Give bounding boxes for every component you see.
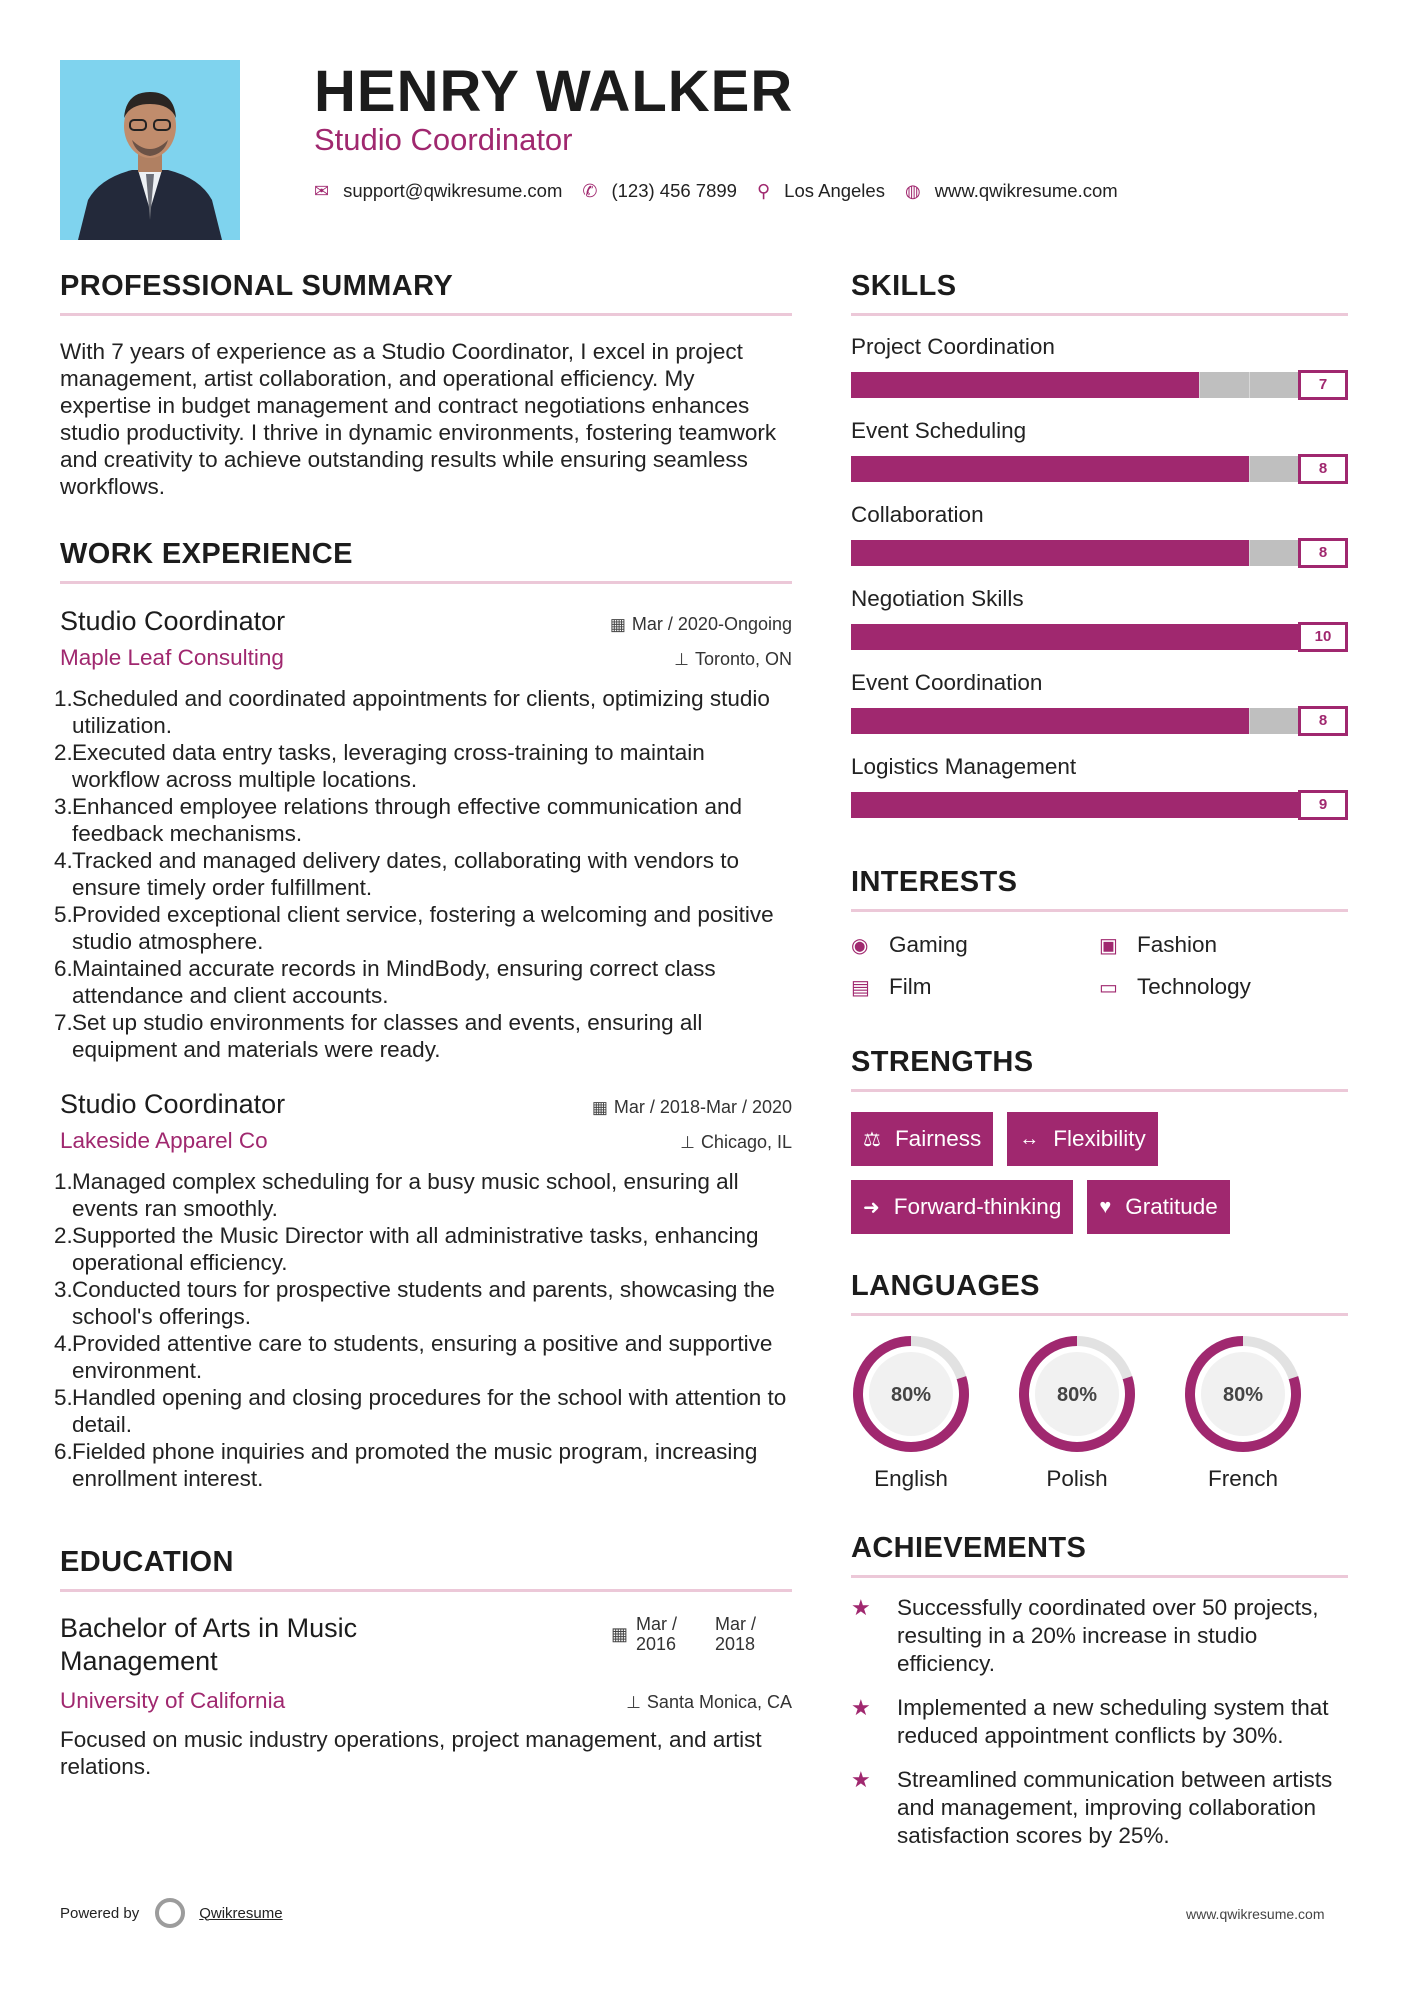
education-entry: [60, 1612, 792, 1780]
skill-segment-divider: [1199, 708, 1200, 734]
strength-chip: ➜ Forward-thinking: [851, 1180, 1073, 1234]
skill-segment-divider: [1149, 372, 1150, 398]
achievement-item: ★ Streamlined communication between artists and management, improving collaboration satisfaction scores by 25%.: [851, 1767, 1333, 1848]
language-percent: 80%: [1222, 1384, 1264, 1406]
list-item: 4. Provided attentive care to students, ensuring a positive and supportive environment.: [54, 1331, 773, 1383]
job-dates: Mar / 2018-Mar / 2020: [613, 1097, 792, 1117]
skill-segment-divider: [901, 372, 902, 398]
skill-value: 8: [1298, 538, 1348, 568]
phone-icon: ✆: [582, 180, 598, 201]
skill-segment-divider: [1149, 792, 1150, 818]
skill-segment-divider: [950, 624, 951, 650]
job-entry: [54, 606, 792, 1063]
skill-segment-divider: [1100, 372, 1101, 398]
skill-value: 8: [1298, 454, 1348, 484]
language-name: Polish: [1046, 1466, 1108, 1491]
powered-by-label: Powered by: [60, 1904, 140, 1922]
skill-segment-divider: [1199, 372, 1200, 398]
skill-segment-divider: [1000, 372, 1001, 398]
skill-segment-divider: [1000, 540, 1001, 566]
skill-value: 7: [1298, 370, 1348, 400]
summary-text: With 7 years of experience as a Studio Coordinator, I excel in project management, artist collaboration, and operational efficiency. My expertise in budget management and contract negotiations enhances studio productivity. I thrive in dynamic environments, fostering teamwork and creativity to achieve outstanding results while ensuring seamless workflows.: [60, 339, 777, 499]
list-item: 3. Conducted tours for prospective students and parents, showcasing the school's offerings.: [54, 1277, 775, 1329]
skill-segment-divider: [1149, 540, 1150, 566]
list-item: 1. Managed complex scheduling for a busy music school, ensuring all events ran smoothly.: [54, 1169, 739, 1221]
edu-end-year: 2018: [714, 1634, 756, 1654]
strength-chip: ↔ Flexibility: [1007, 1112, 1158, 1166]
language-ring: [1017, 1334, 1137, 1454]
skill-segment-divider: [1149, 456, 1150, 482]
achievements-heading: ACHIEVEMENTS: [851, 1532, 1348, 1578]
person-portrait-icon: [60, 60, 240, 240]
strengths-heading: STRENGTHS: [851, 1046, 1348, 1092]
skill-segment-divider: [901, 624, 902, 650]
interests-grid: [851, 932, 1348, 1000]
edu-start-month: Mar /: [635, 1614, 677, 1634]
globe-icon: ◍: [904, 180, 921, 201]
skill-segment-divider: [1199, 456, 1200, 482]
language-name: English: [874, 1466, 948, 1491]
edu-end-month: Mar /: [714, 1614, 756, 1634]
list-item: 1. Scheduled and coordinated appointments for clients, optimizing studio utilization.: [54, 686, 770, 738]
skill-bar: [851, 790, 1348, 820]
skill-segment-divider: [901, 792, 902, 818]
calendar-icon: ▦: [609, 615, 626, 634]
achievement-item: ★ Successfully coordinated over 50 projects, resulting in a 20% increase in studio efficiency.: [851, 1595, 1319, 1676]
list-item: 3. Enhanced employee relations through effective communication and feedback mechanisms.: [54, 794, 743, 846]
skill-segment-divider: [1249, 540, 1250, 566]
skill-segment-divider: [1050, 372, 1051, 398]
skill-bar: [851, 622, 1348, 652]
candidate-name: HENRY WALKER: [314, 59, 794, 124]
shopping-bag-icon: ▣: [1099, 934, 1118, 957]
strength-chip: ♥ Gratitude: [1087, 1180, 1229, 1234]
balance-scale-icon: ⚖: [863, 1128, 881, 1151]
skill-segment-divider: [1050, 708, 1051, 734]
left-column: [54, 270, 792, 1780]
list-item: 7. Set up studio environments for classes and events, ensuring all equipment and materials were ready.: [54, 1010, 703, 1062]
heart-icon: ♥: [1099, 1195, 1112, 1218]
skill-segment-divider: [1100, 624, 1101, 650]
skill-value: 8: [1298, 706, 1348, 736]
contact-website[interactable]: www.qwikresume.com: [934, 180, 1118, 201]
job-location: Toronto, ON: [694, 649, 792, 669]
language-ring: [1183, 1334, 1303, 1454]
film-icon: ▤: [851, 976, 870, 999]
interests-heading: INTERESTS: [851, 866, 1348, 912]
list-item: 6. Maintained accurate records in MindBody, ensuring correct class attendance and client accounts.: [54, 956, 716, 1008]
job-entry: [54, 1089, 792, 1492]
list-item: 5. Provided exceptional client service, fostering a welcoming and positive studio atmosphere.: [54, 902, 774, 954]
skill-segment-divider: [950, 792, 951, 818]
school-location: Santa Monica, CA: [646, 1692, 792, 1712]
skill-segment-divider: [1199, 792, 1200, 818]
job-bullets: [54, 1168, 792, 1492]
education-description: Focused on music industry operations, project management, and artist relations.: [60, 1727, 762, 1779]
list-item: 2. Supported the Music Director with all administrative tasks, enhancing operational efficiency.: [54, 1223, 759, 1275]
skill-segment-divider: [901, 708, 902, 734]
gamepad-icon: ◉: [851, 934, 869, 957]
skill-bar: [851, 370, 1348, 400]
language-percent: 80%: [1056, 1384, 1098, 1406]
pin-icon: ⊥: [674, 650, 689, 669]
skill-item: [851, 670, 1348, 736]
skill-segment-divider: [1050, 792, 1051, 818]
skill-segment-divider: [1249, 708, 1250, 734]
skill-segment-divider: [950, 708, 951, 734]
interest-item: ◉ Gaming: [851, 932, 968, 957]
skill-segment-divider: [1199, 624, 1200, 650]
email-icon: ✉: [314, 180, 330, 201]
skill-bar: [851, 706, 1348, 736]
contact-location: Los Angeles: [784, 180, 885, 201]
skill-bar: [851, 538, 1348, 568]
job-title: Studio Coordinator: [60, 606, 286, 636]
right-column: [851, 270, 1348, 1850]
pin-icon: ⊥: [626, 1693, 641, 1712]
experience-heading: WORK EXPERIENCE: [60, 538, 792, 584]
contact-bar: [314, 180, 1138, 202]
skill-value: 9: [1298, 790, 1348, 820]
skill-name: Project Coordination: [851, 334, 1055, 359]
footer: [60, 1898, 283, 1928]
skill-name: Collaboration: [851, 502, 984, 527]
calendar-icon: ▦: [610, 1624, 628, 1644]
arrows-horizontal-icon: ↔: [1019, 1127, 1040, 1150]
skill-segment-divider: [1000, 708, 1001, 734]
education-heading: EDUCATION: [60, 1546, 792, 1592]
language-percent: 80%: [890, 1384, 932, 1406]
achievements-list: [851, 1594, 1348, 1850]
job-bullets: [54, 685, 792, 1063]
language-item: [1183, 1334, 1303, 1492]
skill-name: Negotiation Skills: [851, 586, 1024, 611]
skill-bar: [851, 454, 1348, 484]
skill-item: [851, 754, 1348, 820]
profile-photo: [60, 60, 240, 240]
skill-segment-divider: [1149, 708, 1150, 734]
skills-heading: SKILLS: [851, 270, 1348, 316]
skill-item: [851, 418, 1348, 484]
qwikresume-logo-icon: [155, 1898, 185, 1928]
contact-phone[interactable]: (123) 456 7899: [611, 180, 737, 201]
skill-segment-divider: [1149, 624, 1150, 650]
watermark: www.qwikresume.com: [1186, 1906, 1325, 1922]
interest-item: ▣ Fashion: [1099, 932, 1218, 957]
skill-segment-divider: [1050, 624, 1051, 650]
language-name: French: [1207, 1466, 1279, 1491]
skill-segment-divider: [1249, 456, 1250, 482]
skill-segment-divider: [1100, 540, 1101, 566]
job-dates: Mar / 2020-Ongoing: [631, 614, 792, 634]
skill-segment-divider: [1100, 792, 1101, 818]
list-item: 4. Tracked and managed delivery dates, collaborating with vendors to ensure timely order fulfillment.: [54, 848, 740, 900]
languages-heading: LANGUAGES: [851, 1270, 1348, 1316]
arrow-right-icon: ➜: [863, 1196, 880, 1219]
skill-name: Logistics Management: [851, 754, 1077, 779]
job-title: Studio Coordinator: [60, 1089, 286, 1119]
skill-item: [851, 586, 1348, 652]
candidate-title: Studio Coordinator: [314, 122, 573, 157]
school-name: University of California: [60, 1688, 286, 1713]
language-ring: [851, 1334, 971, 1454]
skill-item: [851, 334, 1348, 400]
strengths-list: [851, 1112, 1348, 1234]
list-item: 2. Executed data entry tasks, leveraging cross-training to maintain workflow across multiple locations.: [54, 740, 705, 792]
achievement-item: ★ Implemented a new scheduling system that reduced appointment conflicts by 30%.: [851, 1695, 1329, 1748]
languages-list: [851, 1334, 1348, 1492]
summary-heading: PROFESSIONAL SUMMARY: [60, 270, 792, 316]
edu-start-year: 2016: [635, 1634, 677, 1654]
location-pin-icon: ⚲: [756, 180, 771, 201]
brand-link[interactable]: Qwikresume: [199, 1904, 283, 1922]
skill-item: [851, 502, 1348, 568]
skill-name: Event Coordination: [851, 670, 1043, 695]
skill-segment-divider: [901, 456, 902, 482]
language-item: [1017, 1334, 1137, 1492]
skill-segment-divider: [950, 540, 951, 566]
degree-title: Bachelor of Arts in Music Management: [60, 1613, 358, 1676]
skill-segment-divider: [1100, 708, 1101, 734]
skill-value: 10: [1298, 622, 1348, 652]
skill-fill: [851, 792, 1298, 818]
skill-segment-divider: [1249, 372, 1250, 398]
skill-segment-divider: [950, 372, 951, 398]
skill-segment-divider: [1050, 456, 1051, 482]
language-item: [851, 1334, 971, 1492]
skill-name: Event Scheduling: [851, 418, 1027, 443]
company-name: Maple Leaf Consulting: [60, 645, 284, 670]
star-icon: ★: [851, 1767, 871, 1792]
skill-segment-divider: [1000, 792, 1001, 818]
skill-segment-divider: [1000, 624, 1001, 650]
list-item: 6. Fielded phone inquiries and promoted the music program, increasing enrollment interest.: [54, 1439, 758, 1491]
skill-fill: [851, 372, 1199, 398]
strength-chip: ⚖ Fairness: [851, 1112, 993, 1166]
interest-item: ▭ Technology: [1099, 974, 1251, 999]
skill-segment-divider: [901, 540, 902, 566]
skill-segment-divider: [1050, 540, 1051, 566]
list-item: 5. Handled opening and closing procedures for the school with attention to detail.: [54, 1385, 787, 1437]
interest-item: ▤ Film: [851, 974, 932, 999]
laptop-icon: ▭: [1099, 976, 1118, 999]
star-icon: ★: [851, 1595, 871, 1620]
company-name: Lakeside Apparel Co: [60, 1128, 268, 1153]
star-icon: ★: [851, 1695, 871, 1720]
skills-list: [851, 334, 1348, 820]
skill-segment-divider: [1249, 792, 1250, 818]
pin-icon: ⊥: [680, 1133, 695, 1152]
calendar-icon: ▦: [591, 1098, 608, 1117]
skill-segment-divider: [950, 456, 951, 482]
job-location: Chicago, IL: [700, 1132, 792, 1152]
skill-segment-divider: [1100, 456, 1101, 482]
skill-segment-divider: [1000, 456, 1001, 482]
skill-segment-divider: [1199, 540, 1200, 566]
contact-email[interactable]: support@qwikresume.com: [343, 180, 563, 201]
skill-segment-divider: [1249, 624, 1250, 650]
